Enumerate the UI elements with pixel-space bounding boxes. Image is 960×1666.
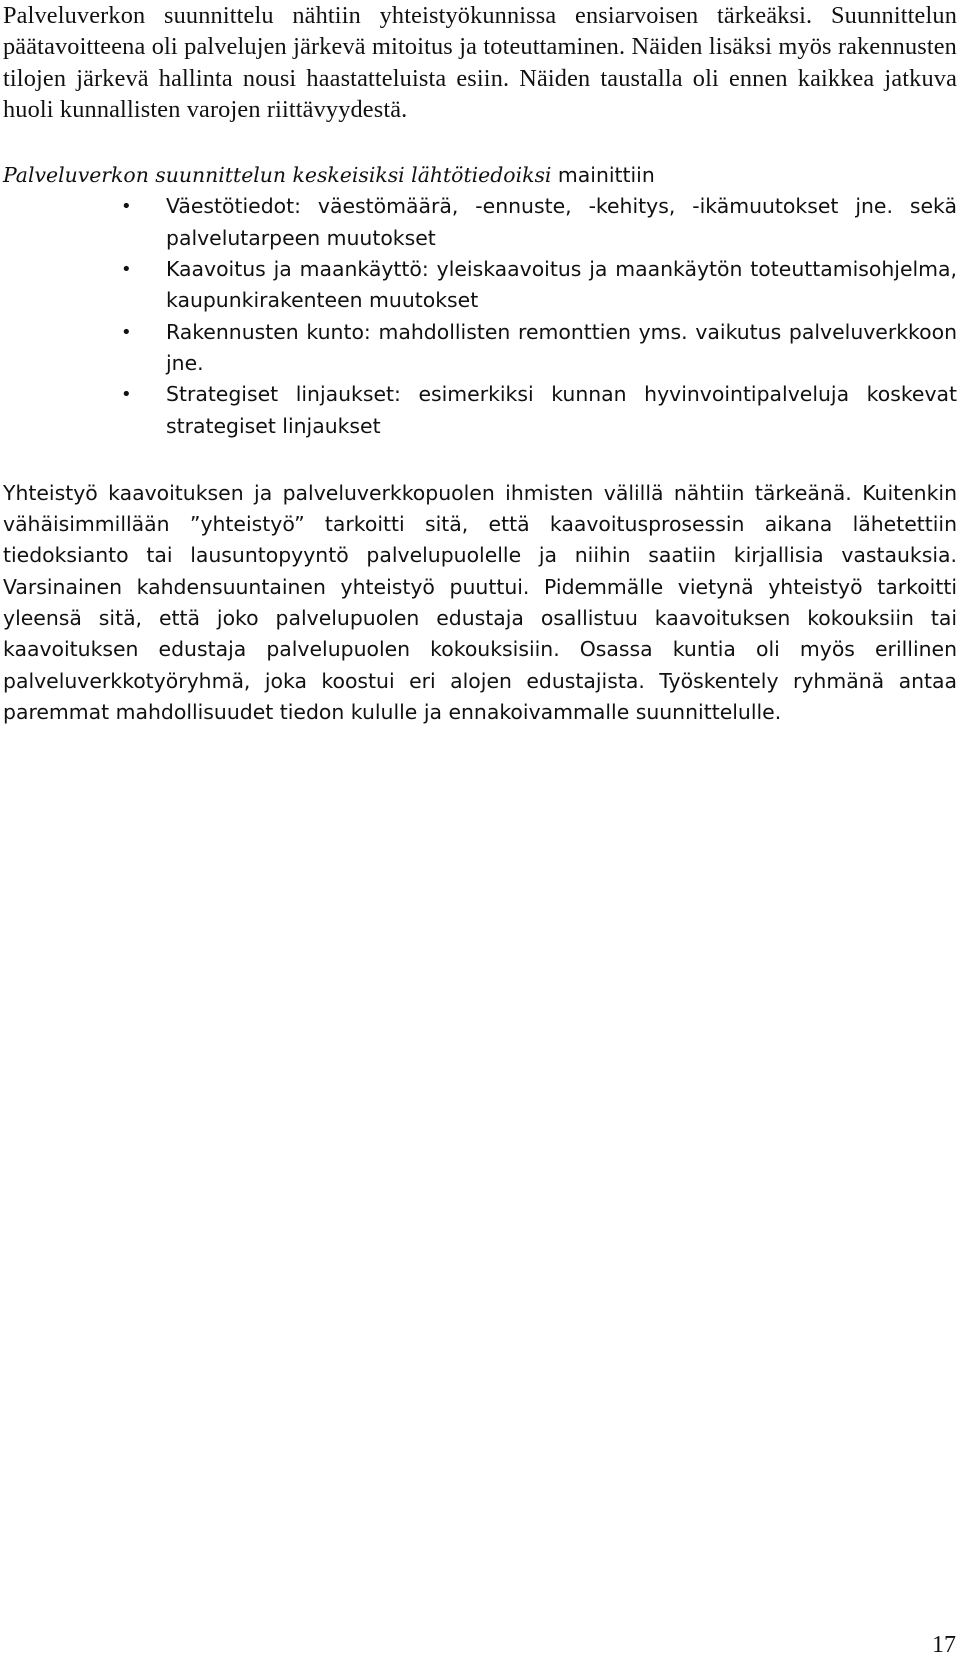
bullet-text: Rakennusten kunto: mahdollisten remonttien yms. vaikutus palveluverkkoon jne.: [166, 319, 957, 375]
bullet-text: Väestötiedot: väestömäärä, -ennuste, -kehitys, -ikämuutokset jne. sekä palvelutarpeen muutokset: [166, 194, 957, 250]
bullet-icon: •: [121, 259, 132, 281]
bullet-icon: •: [121, 321, 132, 343]
page-content: [3, 0, 957, 728]
bullet-item-building-condition: [3, 317, 957, 380]
bullet-text: Kaavoitus ja maankäyttö: yleiskaavoitus ja maankäytön toteuttamisohjelma, kaupunkirakenteen muutokset: [166, 257, 957, 313]
list-introduction-emphasis: Palveluverkon suunnittelun keskeisiksi lähtötiedoiksi: [3, 163, 552, 188]
bullet-item-population: [3, 191, 957, 254]
bullet-icon: •: [121, 196, 132, 218]
bullet-icon: •: [121, 384, 132, 406]
page-number: 17: [932, 1632, 956, 1658]
bullet-item-zoning: [3, 254, 957, 317]
list-introduction-rest: mainittiin: [551, 163, 655, 188]
bullet-text: Strategiset linjaukset: esimerkiksi kunnan hyvinvointipalveluja koskevat strategiset linjaukset: [166, 382, 957, 438]
list-introduction: [3, 160, 957, 191]
bullet-item-strategy: [3, 379, 957, 442]
paragraph-cooperation: Yhteistyö kaavoituksen ja palveluverkkopuolen ihmisten välillä nähtiin tärkeänä. Kuitenkin vähäisimmillään ”yhteistyö” tarkoitti sitä, että kaavoitusprosessin aikana lähetettiin tiedoksianto tai lausuntopyyntö palvelupuolelle ja niihin saatiin kirjallisia vastauksia. Varsinainen kahdensuuntainen yhteistyö puuttui. Pidemmälle vietynä yhteistyö tarkoitti yleensä sitä, että joko palvelupuolen edustaja osallistuu kaavoituksen kokouksiin tai kaavoituksen edustaja palvelupuolen kokouksisiin. Osassa kuntia oli myös erillinen palveluverkkotyöryhmä, joka koostui eri alojen edustajista. Työskentely ryhmänä antaa paremmat mahdollisuudet tiedon kululle ja ennakoivammalle suunnittelulle.: [3, 480, 957, 724]
source-data-bullet-list: [3, 191, 957, 441]
paragraph-service-network-importance: Palveluverkon suunnittelu nähtiin yhteistyökunnissa ensiarvoisen tärkeäksi. Suunnittelun päätavoitteena oli palvelujen järkevä mitoitus ja toteuttaminen. Näiden lisäksi myös rakennusten tilojen järkevä hallinta nousi haastatteluista esiin. Näiden taustalla oli ennen kaikkea jatkuva huoli kunnallisten varojen riittävyydestä.: [3, 2, 957, 123]
